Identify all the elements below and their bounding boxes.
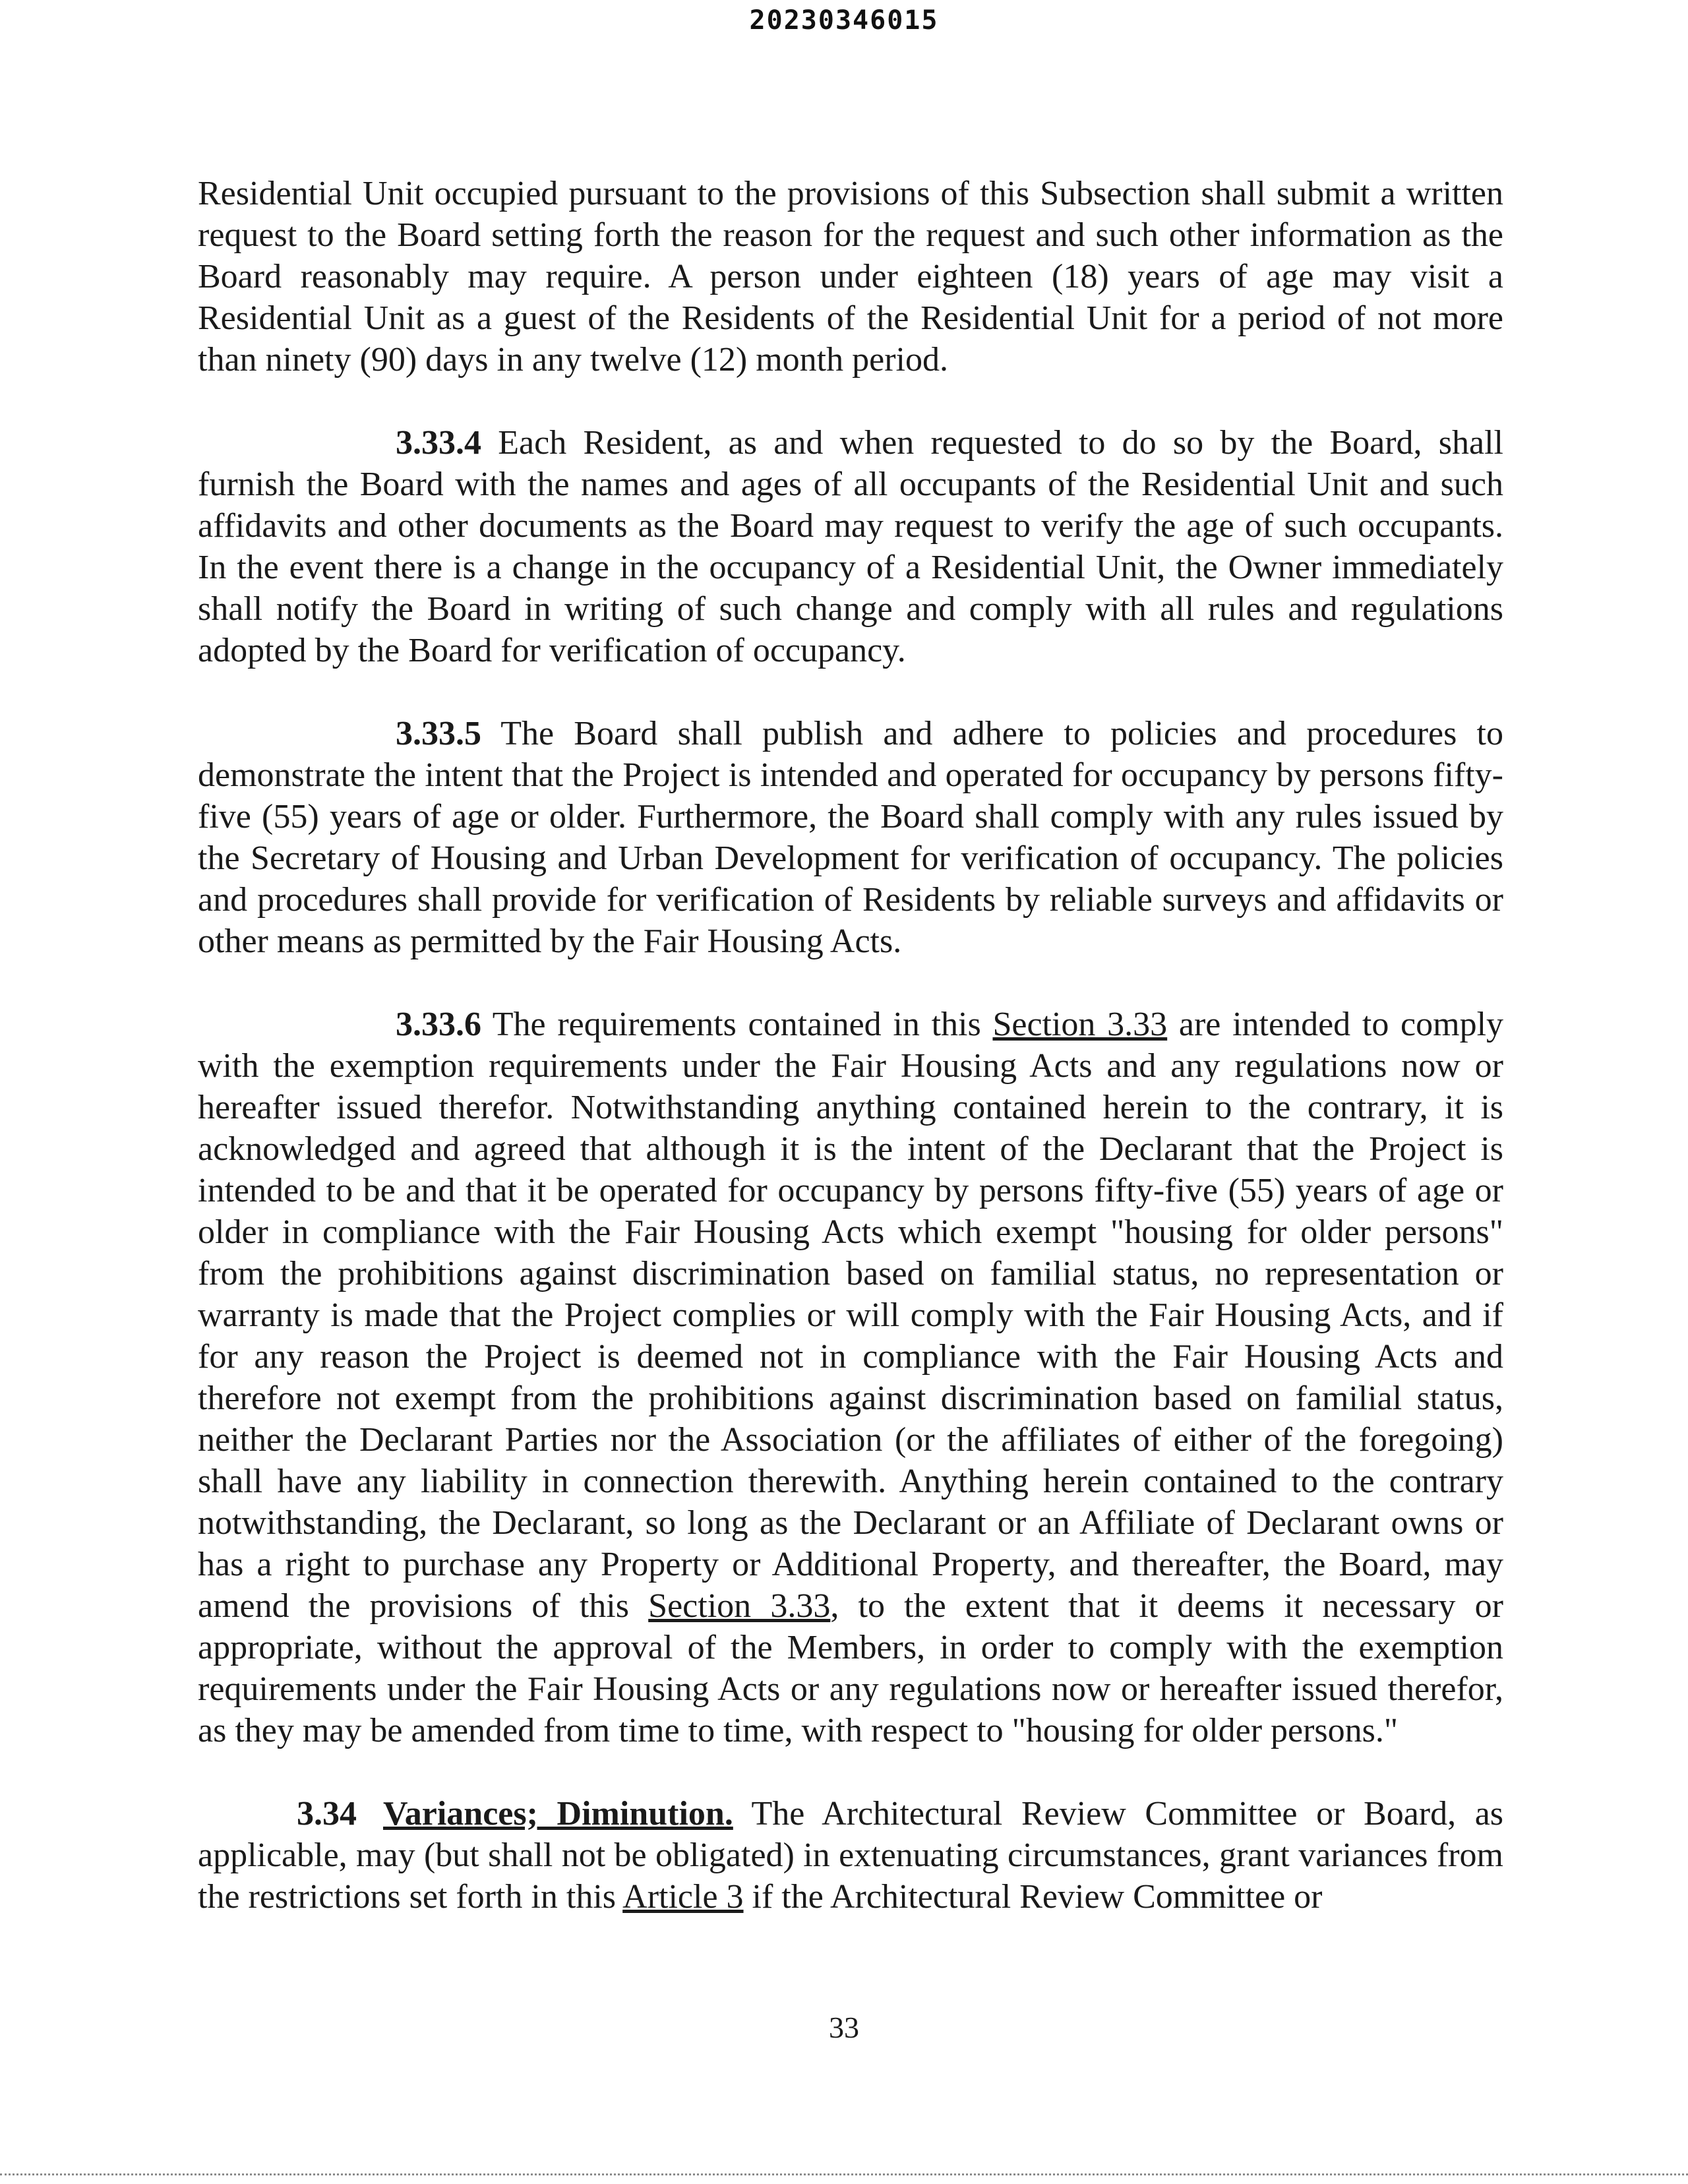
paragraph-3-33-4 [198, 422, 1503, 671]
paragraph-3-33-6 [198, 1004, 1503, 1751]
page-number: 33 [829, 2011, 859, 2044]
paragraph-text: if the Architectural Review Committee or [752, 1878, 1323, 1916]
paragraph-3-33-5 [198, 713, 1503, 962]
section-number: 3.33.6 [396, 1006, 481, 1043]
section-cross-reference: Section 3.33 [992, 1006, 1168, 1043]
article-cross-reference: Article 3 [622, 1878, 744, 1916]
section-heading: Variances; Diminution. [383, 1795, 733, 1833]
section-number: 3.33.5 [396, 715, 481, 752]
paragraph-text: The Board shall publish and adhere to policies and procedures to demonstrate the intent that the Project is intended and operated for occupancy by persons fifty-five (55) years of age or older. Furthermore, the Board shall comply with any rules issued by the Secretary of Housing and Urban Development for verification of occupancy. The policies and procedures shall provide for verification of Residents by reliable surveys and affidavits or other means as permitted by the Fair Housing Acts. [198, 715, 1503, 960]
paragraph-continuation [198, 173, 1503, 380]
section-number: 3.34 [297, 1795, 357, 1833]
paragraph-text: , to the extent that it deems it necessary or appropriate, without the approval of the Members, in order to comply with the exemption requirements under the Fair Housing Acts or any regulations now or hereafter issued therefor, as they may be amended from time to time, with respect to "housing for older persons." [198, 1587, 1504, 1749]
section-number: 3.33.4 [396, 424, 481, 462]
document-number: 20230346015 [749, 5, 939, 36]
scan-edge-line [0, 2173, 1688, 2175]
paragraph-3-34 [198, 1793, 1503, 1918]
paragraph-text: are intended to comply with the exemption requirements under the Fair Housing Acts and any regulations now or hereafter issued therefor. Notwithstanding anything contained herein to the contrary, it is acknowledged and agreed that although it is the intent of the Declarant that the Project is intended to be and that it be operated for occupancy by persons fifty-five (55) years of age or older in compliance with the Fair Housing Acts which exempt "housing for older persons" from the prohibitions against discrimination based on familial status, no representation or warranty is made that the Project complies or will comply with the Fair Housing Acts, and if for any reason the Project is deemed not in compliance with the Fair Housing Acts and therefore not exempt from the prohibitions against discrimination based on familial status, neither the Declarant Parties nor the Association (or the affiliates of either of the foregoing) shall have any liability in connection therewith. Anything herein contained to the contrary notwithstanding, the Declarant, so long as the Declarant or an Affiliate of Declarant owns or has a right to purchase any Property or Additional Property, and thereafter, the Board, may amend the provisions of this [198, 1006, 1504, 1625]
section-cross-reference: Section 3.33 [648, 1587, 831, 1625]
paragraph-text: The Architectural Review Committee or Board, as applicable, may (but shall not be obligated) in extenuating circumstances, grant variances from the restrictions set forth in this [198, 1795, 1504, 1916]
paragraph-text: Each Resident, as and when requested to do so by the Board, shall furnish the Board with the names and ages of all occupants of the Residential Unit and such affidavits and other documents as the Board may request to verify the age of such occupants. In the event there is a change in the occupancy of a Residential Unit, the Owner immediately shall notify the Board in writing of such change and comply with all rules and regulations adopted by the Board for verification of occupancy. [198, 424, 1504, 669]
document-body [198, 173, 1503, 1918]
paragraph-text: Residential Unit occupied pursuant to the provisions of this Subsection shall submit a written request to the Board setting forth the reason for the request and such other information as the Board reasonably may require. A person under eighteen (18) years of age may visit a Residential Unit as a guest of the Residents of the Residential Unit for a period of not more than ninety (90) days in any twelve (12) month period. [198, 175, 1503, 379]
paragraph-text: The requirements contained in this [492, 1006, 981, 1043]
